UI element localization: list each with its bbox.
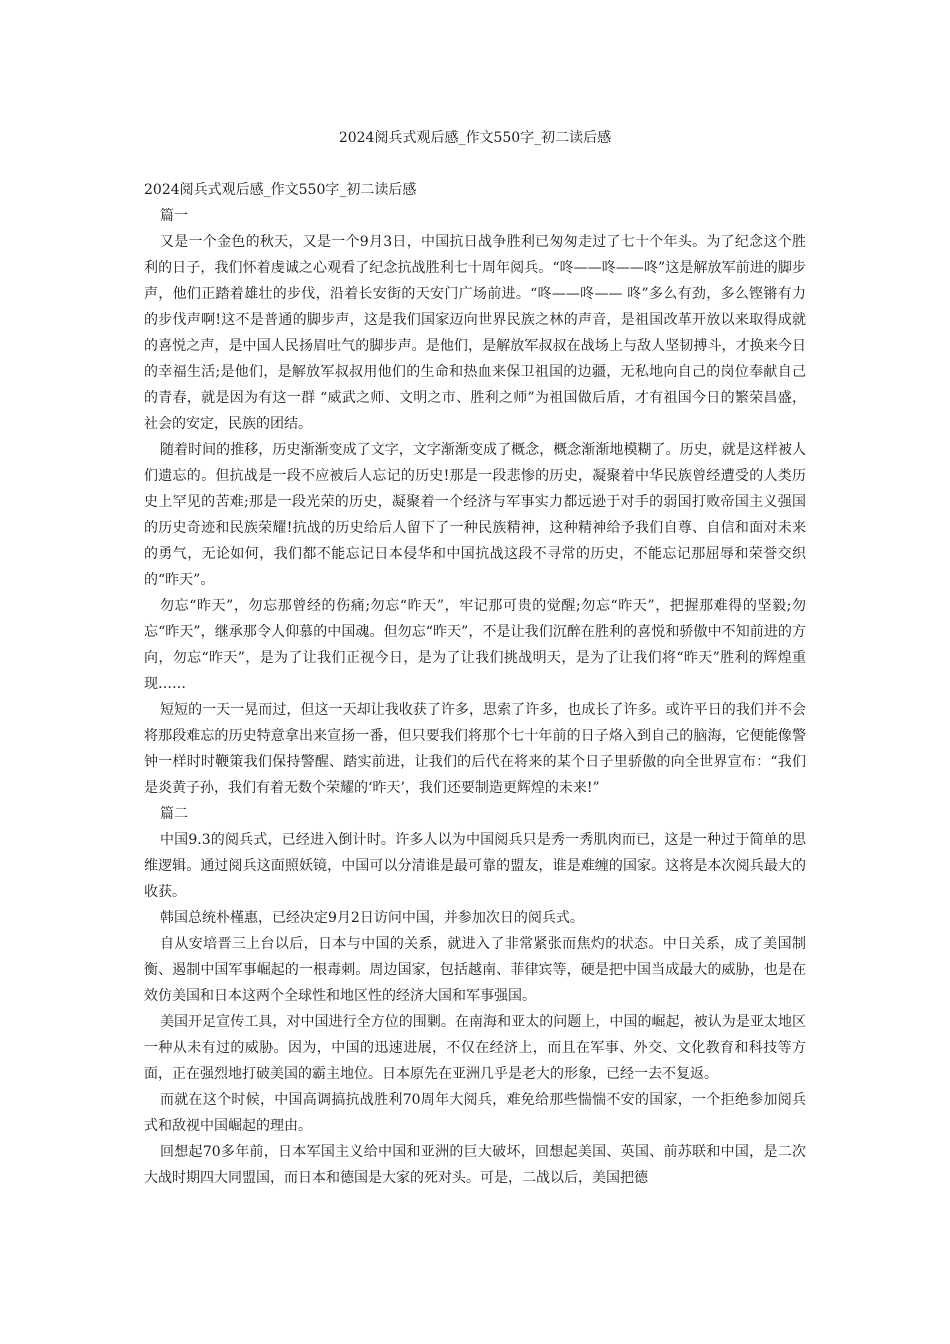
document-body — [144, 177, 806, 1191]
paragraph: 勿忘“昨天”，勿忘那曾经的伤痛;勿忘“昨天”，牢记那可贵的觉醒;勿忘“昨天”，把握那难得的坚毅;勿忘“昨天”，继承那令人仰慕的中国魂。但勿忘“昨天”，不是让我们沉醉在胜利的喜悦和骄傲中不知前进的方向，勿忘“昨天”，是为了让我们正视今日，是为了让我们挑战明天，是为了让我们将“昨天”胜利的辉煌重现…… — [144, 598, 806, 692]
paragraph: 又是一个金色的秋天，又是一个9月3日，中国抗日战争胜利已匆匆走过了七十个年头。为了纪念这个胜利的日子，我们怀着虔诚之心观看了纪念抗战胜利七十周年阅兵。“咚——咚——咚”这是解放军前进的脚步声，他们正踏着雄壮的步伐，沿着长安街的天安门广场前进。“咚——咚—— 咚”多么有劲，多么铿锵有力的步伐声啊!这不是普通的脚步声，这是我们国家迈向世界民族之林的声音，是祖国改革开放以来取得成就的喜悦之声，是中国人民扬眉吐气的脚步声。是他们，是解放军叔叔在战场上与敌人坚韧搏斗，才换来今日的幸福生活;是他们，是解放军叔叔用他们的生命和热血来保卫祖国的边疆，无私地向自己的岗位奉献自己的青春，就是因为有这一群 “威武之师、文明之市、胜利之师”为祖国做后盾，才有祖国今日的繁荣昌盛，社会的安定，民族的团结。 — [144, 234, 806, 432]
paragraph: 随着时间的推移，历史渐渐变成了文字，文字渐渐变成了概念，概念渐渐地模糊了。历史，就是这样被人们遗忘的。但抗战是一段不应被后人忘记的历史!那是一段悲惨的历史，凝聚着中华民族曾经遭受的人类历史上罕见的苦难;那是一段光荣的历史，凝聚着一个经济与军事实力都远逊于对手的弱国打败帝国主义强国的历史奇迹和民族荣耀!抗战的历史给后人留下了一种民族精神，这种精神给予我们自尊、自信和面对未来的勇气，无论如何，我们都不能忘记日本侵华和中国抗战这段不寻常的历史，不能忘记那屈辱和荣誉交织的“昨天”。 — [144, 442, 806, 588]
paragraph: 韩国总统朴槿惠，已经决定9月2日访问中国，并参加次日的阅兵式。 — [160, 910, 584, 926]
paragraph: 自从安培晋三上台以后，日本与中国的关系，就进入了非常紧张而焦灼的状态。中日关系，成了美国制衡、遏制中国军事崛起的一根毒刺。周边国家，包括越南、菲律宾等，硬是把中国当成最大的威胁，也是在效仿美国和日本这两个全球性和地区性的经济大国和军事强国。 — [144, 936, 806, 1004]
paragraph: 回想起70多年前，日本军国主义给中国和亚洲的巨大破坏，回想起美国、英国、前苏联和中国，是二次大战时期四大同盟国，而日本和德国是大家的死对头。可是，二战以后，美国把德 — [144, 1144, 806, 1186]
paragraph: 中国9.3的阅兵式，已经进入倒计时。许多人以为中国阅兵只是秀一秀肌肉而已，这是一种过于简单的思维逻辑。通过阅兵这面照妖镜，中国可以分清谁是最可靠的盟友，谁是难缠的国家。这将是本次阅兵最大的收获。 — [144, 832, 806, 900]
section-label-2: 篇二 — [160, 806, 188, 822]
paragraph: 而就在这个时候，中国高调搞抗战胜利70周年大阅兵，难免给那些惴惴不安的国家，一个拒绝参加阅兵式和敌视中国崛起的理由。 — [144, 1092, 806, 1134]
document-title: 2024阅兵式观后感_作文550字_初二读后感 — [338, 130, 612, 146]
document-subtitle: 2024阅兵式观后感_作文550字_初二读后感 — [144, 182, 417, 198]
section-label-1: 篇一 — [160, 208, 188, 224]
paragraph: 美国开足宣传工具，对中国进行全方位的围剿。在南海和亚太的问题上，中国的崛起，被认为是亚太地区一种从未有过的威胁。因为，中国的迅速进展，不仅在经济上，而且在军事、外交、文化教育和科技等方面，正在强烈地打破美国的霸主地位。日本原先在亚洲几乎是老大的形象，已经一去不复返。 — [144, 1014, 806, 1082]
paragraph: 短短的一天一晃而过，但这一天却让我收获了许多，思索了许多，也成长了许多。或许平日的我们并不会将那段难忘的历史特意拿出来宣扬一番，但只要我们将那个七十年前的日子烙入到自己的脑海，它便能像警钟一样时时鞭策我们保持警醒、踏实前进，让我们的后代在将来的某个日子里骄傲的向全世界宣布：“我们是炎黄子孙，我们有着无数个荣耀的‘昨天’，我们还要制造更辉煌的未来!” — [144, 702, 806, 796]
